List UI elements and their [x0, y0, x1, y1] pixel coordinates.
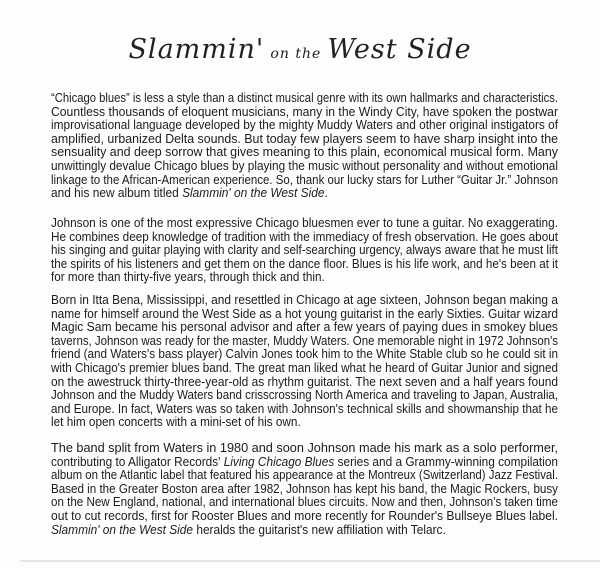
text-line-content — [51, 361, 558, 375]
italic-title-text: Slammin' on the West Side — [182, 185, 325, 201]
text-line — [51, 320, 558, 334]
text-line-content — [51, 307, 558, 321]
body-text: heralds the guitarist's new affiliation with Telarc. — [193, 521, 446, 537]
body-text: amplified, urbanized Delta sounds. But today few players seem to have sharp insight into the — [51, 130, 558, 146]
text-line — [51, 307, 558, 321]
body-text: sensuality and deep sorrow that gives meaning to this plain, economical musical form. Many — [51, 144, 558, 160]
paragraph-solo-career — [51, 441, 558, 536]
body-text: taverns, Johnson was ready for the master, Muddy Waters. One memorable night in 1972 Johnson's — [51, 332, 558, 348]
body-text: album on the Atlantic label that featured his appearance at the Montreux (Switzerland) Jazz Festival. — [51, 467, 558, 483]
text-line — [51, 132, 558, 146]
text-line-content — [51, 118, 558, 132]
text-line — [51, 455, 558, 469]
text-line-content — [51, 334, 558, 348]
body-text: for more than thirty-five years, through thick and thin. — [51, 269, 325, 285]
body-text: Based in the Greater Boston area after 1982, Johnson has kept his band, the Magic Rockers, busy — [51, 480, 558, 496]
text-line-content — [51, 159, 558, 173]
text-line — [51, 482, 558, 496]
text-line-content — [51, 495, 558, 509]
body-text: Johnson and the Muddy Waters band crisscrossing North America and traveling to Japan, Australia, — [51, 387, 558, 403]
text-line-content — [51, 270, 325, 284]
text-line-content — [51, 145, 558, 159]
text-line — [51, 509, 558, 523]
body-text: The band split from Waters in 1980 and soon Johnson made his mark as a solo performer, — [51, 440, 558, 455]
text-line-content — [51, 257, 558, 271]
text-line — [51, 388, 558, 402]
text-line-content — [51, 402, 558, 416]
text-line — [51, 270, 558, 284]
text-line-content — [51, 230, 558, 244]
text-line-content — [51, 347, 558, 361]
text-line — [51, 441, 558, 455]
text-line — [51, 375, 558, 389]
text-line — [51, 173, 558, 187]
text-line — [51, 159, 558, 173]
body-text: out to cut records, first for Rooster Blues and more recently for Rounder's Bullseye Blues label. — [51, 507, 558, 523]
text-line-content — [51, 468, 558, 482]
italic-title-text: Slammin' on the West Side — [51, 521, 194, 537]
body-text: Johnson is one of the most expressive Chicago bluesmen ever to tune a guitar. No exaggerating. — [51, 215, 558, 230]
body-text: improvisational language developed by the mighty Muddy Waters and other original instigators of — [51, 117, 558, 133]
body-text: series and a Grammy-winning compilation — [334, 453, 558, 469]
text-line — [51, 334, 558, 348]
paragraph-johnson-expressive — [51, 216, 558, 284]
text-line — [51, 495, 558, 509]
text-line-content — [51, 523, 446, 537]
text-line-content — [51, 482, 558, 496]
body-text: Magic Sam became his personal advisor and after a few years of paying dues in smokey blues — [51, 319, 558, 335]
body-text: and his new album titled — [51, 185, 183, 201]
text-line — [51, 91, 558, 105]
text-line — [51, 243, 558, 257]
text-line — [51, 186, 558, 200]
text-line — [51, 145, 558, 159]
text-line-content — [51, 132, 558, 146]
text-line-content — [51, 441, 558, 455]
text-line-content — [51, 415, 301, 429]
body-text: . — [324, 185, 328, 201]
text-line — [51, 523, 558, 537]
page-edge-divider — [20, 560, 600, 562]
body-text: and Europe. In fact, Waters was so taken with Johnson's technical skills and showmanship that he — [51, 400, 558, 416]
paragraph-biography — [51, 293, 558, 429]
text-line-content — [51, 509, 558, 523]
text-line — [51, 216, 558, 230]
text-line-content — [51, 293, 558, 307]
paragraph-intro — [51, 91, 558, 200]
title-part-3: West Side — [327, 34, 472, 65]
body-text: on the awestruck thirty-three-year-old as rhythm guitarist. The next seven and a half years found — [51, 373, 558, 389]
text-line-content — [51, 388, 558, 402]
body-text: friend (and Waters's bass player) Calvin Jones took him to the White Stable club so he could sit in — [51, 346, 558, 362]
text-line — [51, 230, 558, 244]
text-line — [51, 468, 558, 482]
body-text: his singing and guitar playing with clarity and self-searching urgency, always aware that he must lift — [51, 242, 558, 258]
text-line — [51, 347, 558, 361]
body-text: with Chicago's premier blues band. The great man liked what he heard of Guitar Junior and signed — [51, 359, 558, 375]
body-text: the spirits of his listeners and get them on the dance floor. Blues is his life work, and he's been at it — [51, 255, 558, 271]
title-part-1: Slammin' — [128, 34, 265, 65]
text-line — [51, 415, 558, 429]
title-part-2: on the — [270, 46, 322, 62]
body-text: name for himself around the West Side as a hot young guitarist in the early Sixties. Guitar wizard — [51, 305, 558, 321]
body-text: He combines deep knowledge of tradition with the immediacy of fresh observation. He goes about — [51, 228, 558, 244]
text-line-content — [51, 186, 328, 200]
text-line — [51, 257, 558, 271]
text-line-content — [51, 216, 558, 230]
body-text: unwittingly devalue Chicago blues by playing the music without personality and without emotional — [51, 157, 558, 173]
text-line — [51, 402, 558, 416]
body-text: “Chicago blues” is less a style than a distinct musical genre with its own hallmarks and characteristics. — [51, 90, 558, 105]
body-text: linkage to the African-American experience. So, thank our lucky stars for Luther “Guitar Jr.” Johnson — [51, 171, 558, 187]
body-text: Born in Itta Bena, Mississippi, and resettled in Chicago at age sixteen, Johnson began making a — [51, 292, 558, 307]
text-line-content — [51, 455, 558, 469]
text-line-content — [51, 173, 558, 187]
text-line — [51, 105, 558, 119]
italic-title-text: Living Chicago Blues — [223, 453, 335, 469]
page-title — [0, 34, 600, 65]
text-line — [51, 118, 558, 132]
text-line-content — [51, 320, 558, 334]
text-line — [51, 361, 558, 375]
text-line-content — [51, 243, 558, 257]
body-text: on the New England, national, and international blues circuits. Now and then, Johnson's taken time — [51, 494, 558, 510]
body-text: Countless thousands of eloquent musicians, many in the Windy City, have spoken the postwar — [51, 103, 558, 119]
body-text: let him open concerts with a mini-set of his own. — [51, 414, 301, 430]
text-line-content — [51, 105, 558, 119]
text-line-content — [51, 375, 558, 389]
text-line-content — [51, 91, 558, 105]
text-line — [51, 293, 558, 307]
body-text: contributing to Alligator Records' — [51, 453, 224, 469]
